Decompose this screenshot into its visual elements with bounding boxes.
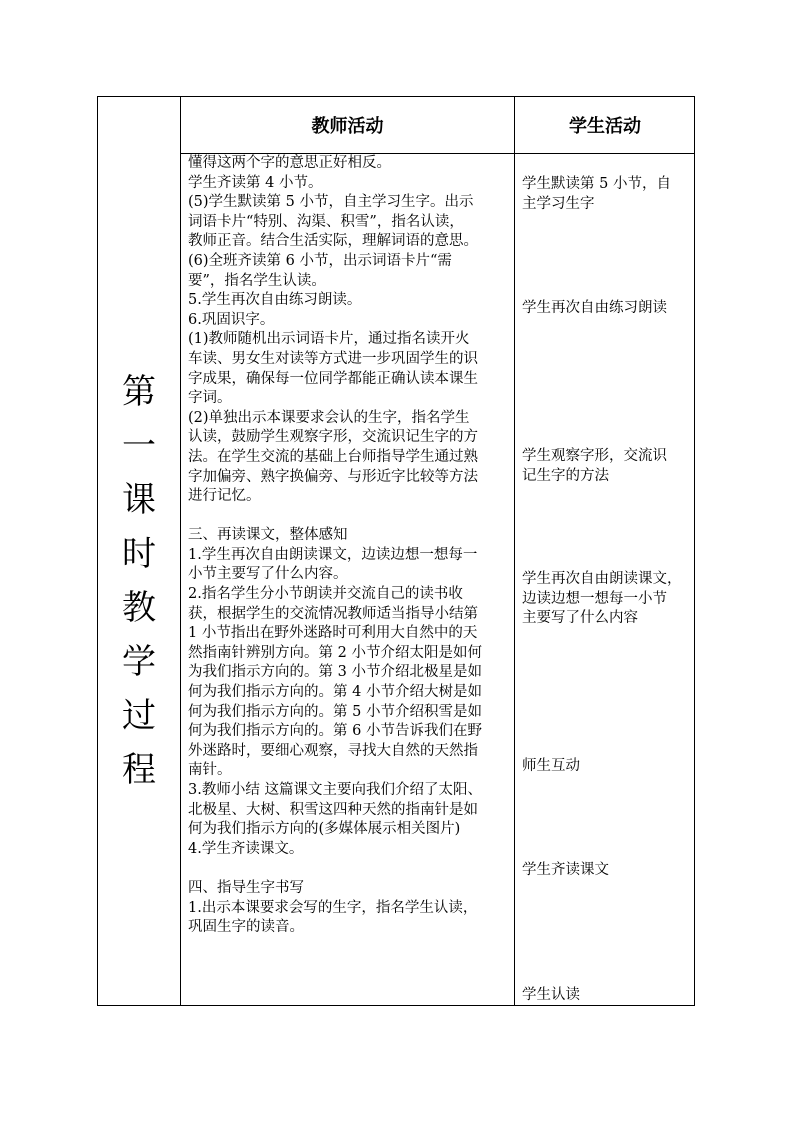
teacher-activity-content <box>188 154 514 938</box>
student-line: 学生认读 <box>522 987 580 1003</box>
side-title-char: 一 <box>122 426 156 466</box>
side-title-char: 过 <box>122 696 156 736</box>
teacher-line: 1 小节指出在野外迷路时可利用大自然中的天 <box>188 625 478 642</box>
teacher-line: 获，根据学生的交流情况教师适当指导小结第 <box>188 605 478 622</box>
teacher-line: 何为我们指示方向的。第 5 小节介绍积雪是如 <box>188 703 482 720</box>
teacher-line: 词语卡片“特别、沟渠、积雪”，指名认读， <box>188 213 464 230</box>
student-activity-item <box>522 757 690 777</box>
student-activity-item <box>522 861 690 881</box>
teacher-line: 巩固生字的读音。 <box>188 919 304 936</box>
blank-line <box>188 859 514 879</box>
student-activity-header: 学生活动 <box>569 116 641 137</box>
column-divider-right <box>514 97 515 1005</box>
teacher-line: 要”，指名学生认读。 <box>188 272 326 289</box>
teacher-line: 车读、男女生对读等方式进一步巩固学生的识 <box>188 350 478 367</box>
side-title-char: 学 <box>122 642 156 682</box>
teacher-line: 5.学生再次自由练习朗读。 <box>188 292 362 309</box>
student-line: 记生字的方法 <box>522 467 609 484</box>
student-line: 学生再次自由朗读课文， <box>522 571 682 587</box>
teacher-line: 字词。 <box>188 390 232 407</box>
student-line: 主学习生字 <box>522 195 595 212</box>
student-line: 师生互动 <box>522 758 580 774</box>
student-activity-item <box>522 986 690 1006</box>
student-line: 学生再次自由练习朗读 <box>522 300 667 316</box>
side-title <box>98 157 180 1005</box>
teacher-line: (6)全班齐读第 6 小节，出示词语卡片“需 <box>188 252 452 269</box>
blank-line <box>188 507 514 527</box>
teacher-activity-header: 教师活动 <box>311 116 384 137</box>
column-divider-left <box>180 97 181 1005</box>
student-activity-item <box>522 299 690 319</box>
teacher-line: 小节主要写了什么内容。 <box>188 566 348 583</box>
teacher-line: (1)教师随机出示词语卡片，通过指名读开火 <box>188 331 470 348</box>
teacher-line: 认读，鼓励学生观察字形，交流识记生字的方 <box>188 429 478 446</box>
teacher-line: 2.指名学生分小节朗读并交流自己的读书收 <box>188 586 463 603</box>
teacher-line: (2)单独出示本课要求会认的生字，指名学生 <box>188 409 470 426</box>
student-line: 学生默读第 5 小节，自 <box>522 176 671 192</box>
student-line: 边读边想一想每一小节 <box>522 590 667 607</box>
side-title-char: 教 <box>122 588 156 628</box>
student-activity-item <box>522 447 690 486</box>
teacher-line: 4.学生齐读课文。 <box>188 840 304 857</box>
student-line: 学生观察字形，交流识 <box>522 448 667 464</box>
teacher-line: 6.巩固识字。 <box>188 311 275 328</box>
student-activity-item <box>522 570 690 629</box>
teacher-line: 何为我们指示方向的。第 6 小节告诉我们在野 <box>188 723 482 740</box>
teacher-line: 1.学生再次自由朗读课文，边读边想一想每一 <box>188 546 478 563</box>
side-title-char: 第 <box>122 372 156 412</box>
side-title-char: 时 <box>122 534 156 574</box>
teacher-line: (5)学生默读第 5 小节，自主学习生字。出示 <box>188 194 474 211</box>
teacher-line: 1.出示本课要求会写的生字，指名学生认读， <box>188 899 478 916</box>
teacher-line: 外迷路时，要细心观察，寻找大自然的天然指 <box>188 742 478 759</box>
teacher-line: 学生齐读第 4 小节。 <box>188 174 323 191</box>
lesson-plan-table <box>97 96 695 1006</box>
teacher-line: 何为我们指示方向的。第 4 小节介绍大树是如 <box>188 684 482 701</box>
student-line: 主要写了什么内容 <box>522 610 638 627</box>
teacher-line: 南针。 <box>188 762 232 779</box>
student-line: 学生齐读课文 <box>522 862 609 878</box>
teacher-line: 为我们指示方向的。第 3 小节介绍北极星是如 <box>188 664 482 681</box>
section-heading: 三、再读课文，整体感知 <box>188 527 348 544</box>
side-title-char: 程 <box>122 750 156 790</box>
student-activity-item <box>522 175 690 214</box>
side-title-char: 课 <box>122 480 156 520</box>
teacher-line: 懂得这两个字的意思正好相反。 <box>188 155 391 171</box>
teacher-line: 字加偏旁、熟字换偏旁、与形近字比较等方法 <box>188 468 478 485</box>
teacher-line: 3.教师小结 这篇课文主要向我们介绍了太阳、 <box>188 782 482 798</box>
teacher-line: 北极星、大树、积雪这四种天然的指南针是如 <box>188 801 478 818</box>
teacher-line: 法。在学生交流的基础上台师指导学生通过熟 <box>188 448 478 465</box>
teacher-line: 字成果，确保每一位同学都能正确认读本课生 <box>188 370 478 387</box>
section-heading: 四、指导生字书写 <box>188 879 304 896</box>
teacher-line: 然指南针辨别方向。第 2 小节介绍太阳是如何 <box>188 644 482 661</box>
teacher-line: 进行记忆。 <box>188 488 261 505</box>
teacher-line: 教师正音。结合生活实际，理解词语的意思。 <box>188 233 478 250</box>
teacher-line: 何为我们指示方向的(多媒体展示相关图片) <box>188 821 461 838</box>
